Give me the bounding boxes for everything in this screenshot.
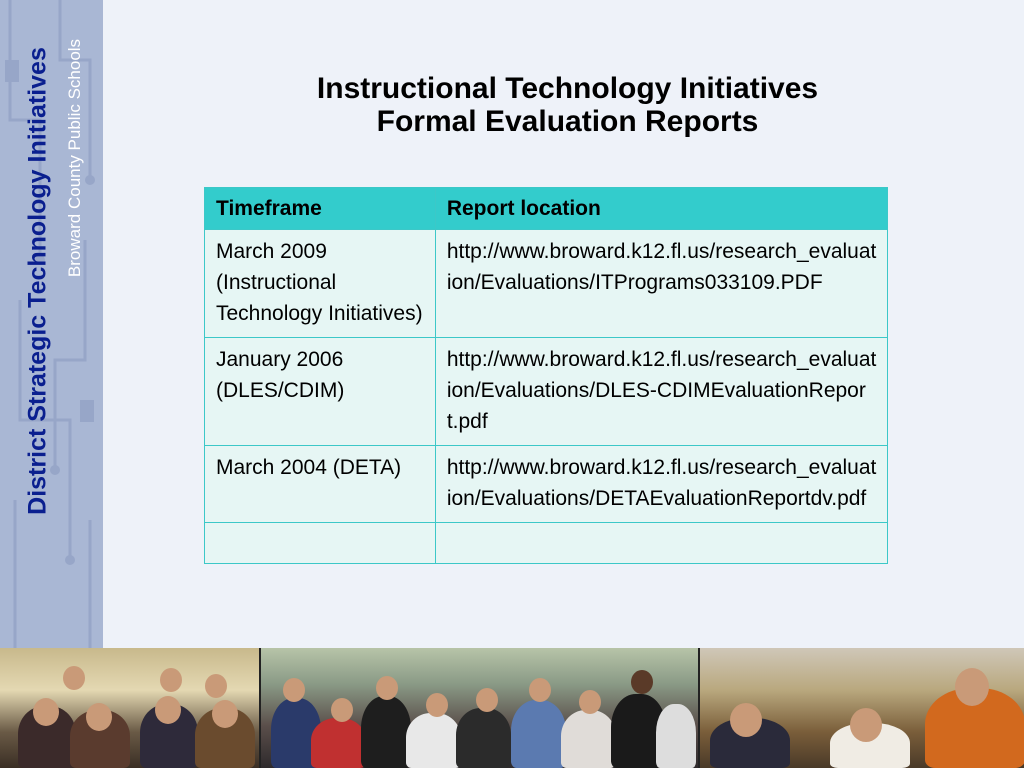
table-row: [205, 338, 888, 446]
timeframe-cell: March 2004 (DETA): [205, 446, 436, 523]
table-header-row: [205, 188, 888, 230]
photo-strip: [0, 648, 1024, 768]
header-report-location: Report location: [435, 188, 887, 230]
timeframe-cell: January 2006 (DLES/CDIM): [205, 338, 436, 446]
sidebar-banner: [0, 0, 103, 648]
page-title-line2: Formal Evaluation Reports: [376, 105, 759, 138]
header-timeframe: Timeframe: [205, 188, 436, 230]
classroom-photo-right: [700, 648, 1024, 768]
report-location-link[interactable]: http://www.broward.k12.fl.us/research_evaluation/Evaluations/DETAEvaluationReportdv.pdf: [435, 446, 887, 523]
report-location-link[interactable]: http://www.broward.k12.fl.us/research_evaluation/Evaluations/ITPrograms033109.PDF: [435, 230, 887, 338]
report-location-link[interactable]: http://www.broward.k12.fl.us/research_evaluation/Evaluations/DLES-CDIMEvaluationReport.pdf: [435, 338, 887, 446]
timeframe-cell: [205, 523, 436, 564]
report-location-cell: [435, 523, 887, 564]
reports-table: [204, 187, 888, 564]
group-photo-center: [261, 648, 700, 768]
table-row: [205, 446, 888, 523]
page-title: [270, 72, 865, 138]
vertical-subtitle: Broward County Public Schools: [65, 38, 84, 278]
vertical-title: District Strategic Technology Initiatives: [23, 47, 52, 515]
page-title-line1: Instructional Technology Initiatives: [316, 72, 819, 105]
table-row: [205, 230, 888, 338]
table-row-empty: [205, 523, 888, 564]
timeframe-cell: March 2009 (Instructional Technology Initiatives): [205, 230, 436, 338]
group-photo-left: [0, 648, 261, 768]
